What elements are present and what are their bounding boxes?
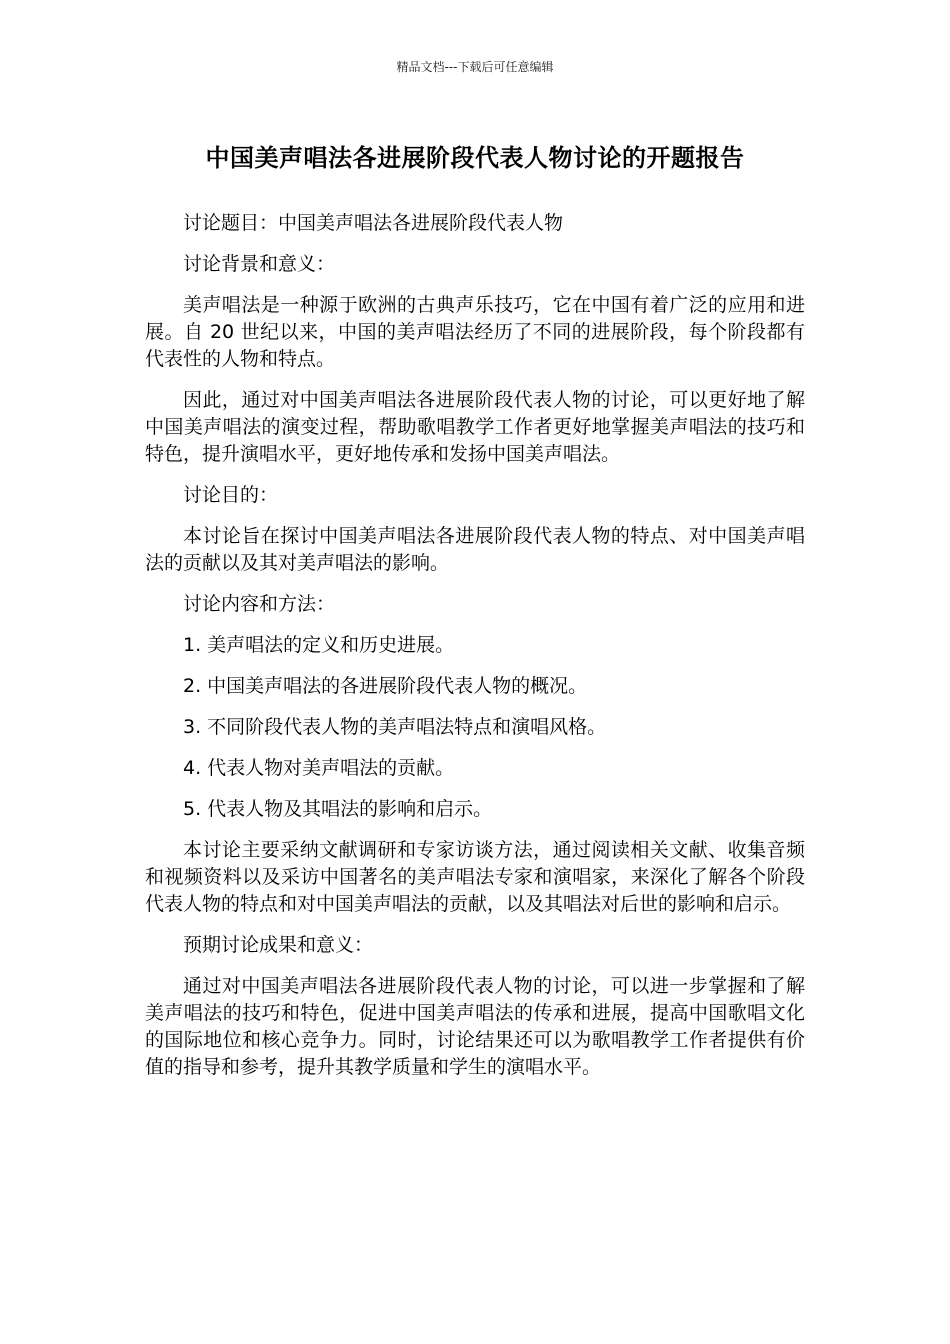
list-item: 3. 不同阶段代表人物的美声唱法特点和演唱风格。 — [183, 716, 607, 738]
list-item: 4. 代表人物对美声唱法的贡献。 — [183, 757, 455, 779]
topic-line: 讨论题目：中国美声唱法各进展阶段代表人物 — [183, 212, 564, 234]
section-heading-background: 讨论背景和意义： — [183, 253, 336, 275]
section-heading-expected-results: 预期讨论成果和意义： — [183, 934, 374, 956]
list-item: 5. 代表人物及其唱法的影响和启示。 — [183, 798, 493, 820]
paragraph-expected-results: 通过对中国美声唱法各进展阶段代表人物的讨论，可以进一步掌握和了解美声唱法的技巧和特色，促进中国美声唱法的传承和进展，提高中国歌唱文化的国际地位和核心竞争力。同时，讨论结果还可以为歌唱教学工作者提供有价值的指导和参考，提升其教学质量和学生的演唱水平。 — [145, 975, 805, 1078]
paragraph-background: 美声唱法是一种源于欧洲的古典声乐技巧，它在中国有着广泛的应用和进展。自 20 世纪以来，中国的美声唱法经历了不同的进展阶段，每个阶段都有代表性的人物和特点。 — [145, 294, 805, 370]
section-heading-purpose: 讨论目的： — [183, 484, 279, 506]
page-header: 精品文档---下载后可任意编辑 — [396, 60, 554, 74]
document-title: 中国美声唱法各进展阶段代表人物讨论的开题报告 — [205, 144, 745, 172]
paragraph-method: 本讨论主要采纳文献调研和专家访谈方法，通过阅读相关文献、收集音频和视频资料以及采访中国著名的美声唱法专家和演唱家，来深化了解各个阶段代表人物的特点和对中国美声唱法的贡献，以及其唱法对后世的影响和启示。 — [145, 839, 805, 915]
paragraph-purpose: 本讨论旨在探讨中国美声唱法各进展阶段代表人物的特点、对中国美声唱法的贡献以及其对美声唱法的影响。 — [145, 525, 805, 574]
document-body — [145, 210, 805, 1095]
paragraph-significance: 因此，通过对中国美声唱法各进展阶段代表人物的讨论，可以更好地了解中国美声唱法的演变过程，帮助歌唱教学工作者更好地掌握美声唱法的技巧和特色，提升演唱水平，更好地传承和发扬中国美声唱法。 — [145, 389, 805, 465]
section-heading-content-method: 讨论内容和方法： — [183, 593, 336, 615]
list-item: 2. 中国美声唱法的各进展阶段代表人物的概况。 — [183, 675, 588, 697]
list-item: 1. 美声唱法的定义和历史进展。 — [183, 634, 455, 656]
